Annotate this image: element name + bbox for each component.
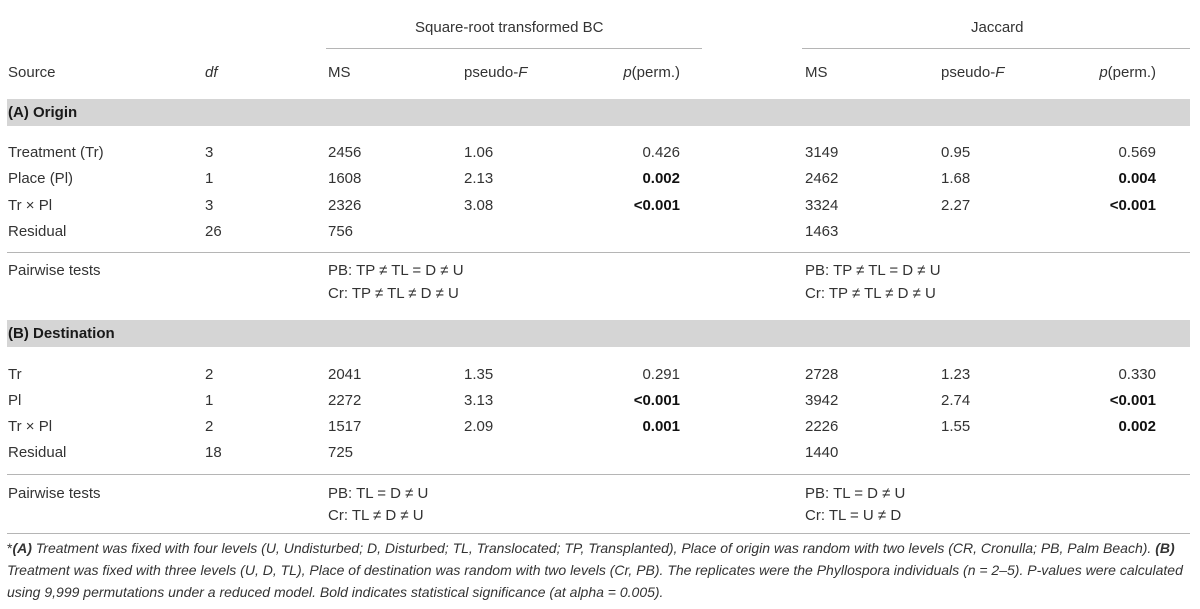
cell-bc-ms: 756 [328, 223, 354, 240]
cell-bc-p: 0.001 [642, 418, 680, 435]
pairwise-j-cr: Cr: TP ≠ TL ≠ D ≠ U [805, 285, 936, 302]
cell-df: 2 [205, 418, 214, 435]
cell-bc-ms: 2272 [328, 392, 362, 409]
cell-source: Tr × Pl [8, 197, 53, 214]
pairwise-label: Pairwise tests [8, 262, 101, 279]
pairwise-j-pb: PB: TL = D ≠ U [805, 485, 906, 502]
pairwise-bc-cr: Cr: TL ≠ D ≠ U [328, 507, 424, 524]
cell-source: Tr [8, 366, 22, 383]
cell-df: 2 [205, 366, 214, 383]
cell-j-p: 0.330 [1118, 366, 1156, 383]
divider [7, 252, 1190, 253]
footnote-a-text: Treatment was fixed with four levels (U, Undisturbed; D, Disturbed; TL, Translocated; TP, Transplanted), Place of origin was random with two levels (CR, Cronulla; PB, Palm Beach). [31, 540, 1156, 556]
cell-source: Residual [8, 444, 67, 461]
section-band-destination [7, 320, 1190, 347]
cell-j-f: 1.55 [941, 418, 971, 435]
col-header-j-ms: MS [805, 64, 828, 81]
col-header-source: Source [8, 64, 56, 81]
cell-df: 18 [205, 444, 222, 461]
cell-j-f: 2.27 [941, 197, 971, 214]
cell-j-p: <0.001 [1109, 197, 1156, 214]
cell-j-p: 0.002 [1118, 418, 1156, 435]
footnote-a-label: (A) [12, 540, 32, 556]
cell-j-f: 1.23 [941, 366, 971, 383]
cell-bc-ms: 2041 [328, 366, 362, 383]
cell-j-ms: 3942 [805, 392, 839, 409]
cell-bc-p: 0.426 [642, 144, 680, 161]
cell-j-ms: 2462 [805, 170, 839, 187]
pairwise-bc-pb: PB: TL = D ≠ U [328, 485, 429, 502]
cell-bc-f: 3.08 [464, 197, 494, 214]
cell-bc-ms: 2326 [328, 197, 362, 214]
group-header-jaccard: Jaccard [971, 19, 1024, 36]
section-title-destination: (B) Destination [8, 325, 115, 342]
cell-j-f: 0.95 [941, 144, 971, 161]
cell-bc-ms: 725 [328, 444, 354, 461]
pairwise-j-cr: Cr: TL = U ≠ D [805, 507, 902, 524]
cell-bc-p: <0.001 [633, 197, 680, 214]
cell-bc-ms: 2456 [328, 144, 362, 161]
footnote-b-label: (B) [1155, 540, 1175, 556]
cell-bc-f: 1.35 [464, 366, 494, 383]
pairwise-j-pb: PB: TP ≠ TL = D ≠ U [805, 262, 941, 279]
cell-bc-f: 2.09 [464, 418, 494, 435]
cell-bc-ms: 1517 [328, 418, 362, 435]
cell-j-ms: 1463 [805, 223, 839, 240]
table-footnote [7, 537, 1193, 603]
cell-j-p: <0.001 [1109, 392, 1156, 409]
cell-j-ms: 3324 [805, 197, 839, 214]
cell-df: 3 [205, 197, 214, 214]
group-rule-jaccard [802, 48, 1190, 49]
cell-source: Residual [8, 223, 67, 240]
col-header-df: df [205, 64, 218, 81]
col-header-bc-p: p(perm.) [623, 64, 680, 81]
cell-bc-ms: 1608 [328, 170, 362, 187]
pairwise-bc-pb: PB: TP ≠ TL = D ≠ U [328, 262, 464, 279]
cell-j-p: 0.569 [1118, 144, 1156, 161]
divider [7, 474, 1190, 475]
cell-bc-p: 0.291 [642, 366, 680, 383]
cell-j-ms: 1440 [805, 444, 839, 461]
cell-bc-f: 1.06 [464, 144, 494, 161]
cell-source: Treatment (Tr) [8, 144, 104, 161]
cell-df: 26 [205, 223, 222, 240]
footnote-star: * [7, 540, 13, 556]
cell-source: Place (Pl) [8, 170, 74, 187]
cell-j-p: 0.004 [1118, 170, 1156, 187]
group-rule-bc [326, 48, 702, 49]
cell-j-ms: 3149 [805, 144, 839, 161]
divider [7, 533, 1190, 534]
cell-j-ms: 2226 [805, 418, 839, 435]
cell-bc-f: 2.13 [464, 170, 494, 187]
col-header-j-pseudo-f: pseudo-F [941, 64, 1005, 81]
group-header-bc: Square-root transformed BC [415, 19, 604, 36]
cell-source: Pl [8, 392, 22, 409]
cell-j-f: 1.68 [941, 170, 971, 187]
cell-df: 1 [205, 170, 214, 187]
footnote-b-text: Treatment was fixed with three levels (U, D, TL), Place of destination was random with two levels (Cr, PB). The replicates were the Phyllospora individuals (n = 2–5). P-values were calculated using 9,999 permutations under a reduced model. Bold indicates statistical significance (at alpha = 0.005). [7, 562, 1183, 600]
col-header-bc-ms: MS [328, 64, 351, 81]
cell-df: 3 [205, 144, 214, 161]
section-band-origin [7, 99, 1190, 126]
col-header-j-p: p(perm.) [1099, 64, 1156, 81]
cell-df: 1 [205, 392, 214, 409]
cell-j-f: 2.74 [941, 392, 971, 409]
cell-source: Tr × Pl [8, 418, 53, 435]
cell-bc-p: <0.001 [633, 392, 680, 409]
pairwise-bc-cr: Cr: TP ≠ TL ≠ D ≠ U [328, 285, 459, 302]
cell-j-ms: 2728 [805, 366, 839, 383]
pairwise-label: Pairwise tests [8, 485, 101, 502]
cell-bc-p: 0.002 [642, 170, 680, 187]
section-title-origin: (A) Origin [8, 104, 78, 121]
col-header-bc-pseudo-f: pseudo-F [464, 64, 528, 81]
cell-bc-f: 3.13 [464, 392, 494, 409]
